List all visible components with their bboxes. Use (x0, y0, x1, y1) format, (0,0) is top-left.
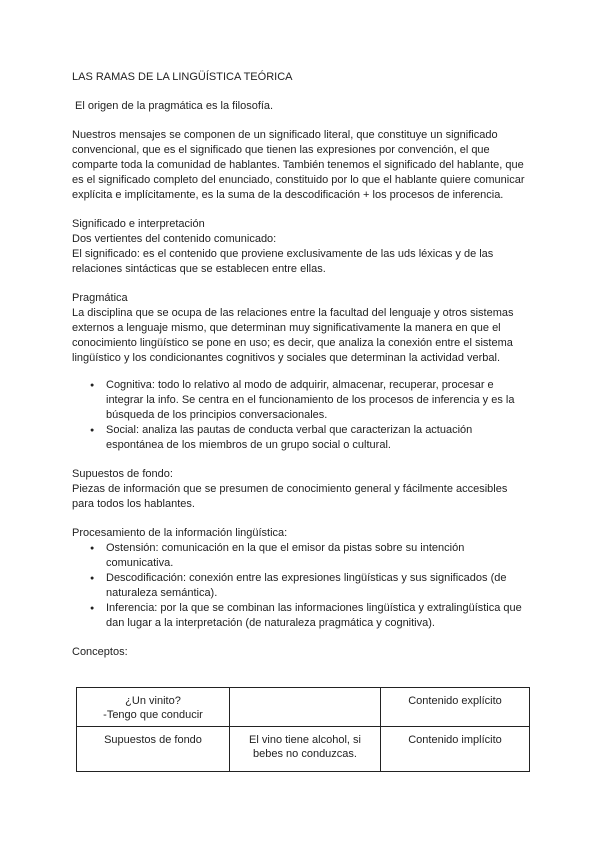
significado-heading: Significado e interpretación (72, 218, 205, 230)
table-cell: Contenido explícito (381, 688, 530, 727)
table-cell: Contenido implícito (381, 727, 530, 772)
list-item-ostension: ● Ostensión: comunicación en la que el emisor da pistas sobre su intención comunicativa. (72, 541, 532, 571)
pragmatica-heading: Pragmática (72, 292, 128, 304)
list-item-inferencia: ● Inferencia: por la que se combinan las informaciones lingüística y extralingüística que dan lugar a la interpretación (de naturaleza pragmática y cognitiva). (72, 601, 532, 631)
cell-text: -Tengo que conducir (103, 709, 203, 721)
conceptos-heading: Conceptos: (72, 646, 128, 658)
table-cell (230, 688, 381, 727)
intro-paragraph: Nuestros mensajes se componen de un significado literal, que constituye un significado convencional, que es el significado que tienen las expresiones por convención, el que comparte toda la comunidad de hablantes. También tenemos el significado del hablante, que es el significado completo del enunciado, constituido por lo que el hablante quiere comunicar explícita e implícitamente, es la suma de la descodificación + los procesos de inferencia. (72, 129, 525, 201)
table-cell (230, 727, 381, 772)
pragmatica-list (72, 378, 532, 453)
significado-line-1: Dos vertientes del contenido comunicado: (72, 233, 277, 245)
significado-section (72, 217, 532, 277)
cell-text: ¿Un vinito? (125, 695, 181, 707)
supuestos-paragraph: Piezas de información que se presumen de conocimiento general y fácilmente accesibles para todos los hablantes. (72, 483, 508, 510)
conceptos-table (76, 687, 530, 772)
table-row (77, 727, 530, 772)
procesamiento-section (72, 526, 532, 631)
pragmatica-section (72, 291, 532, 453)
supuestos-section (72, 467, 532, 512)
procesamiento-heading: Procesamiento de la información lingüística: (72, 527, 288, 539)
pragmatica-paragraph: La disciplina que se ocupa de las relaciones entre la facultad del lenguaje y otros sistemas externos a lenguaje mismo, que determinan muy significativamente la manera en que el conocimiento lingüístico se pone en uso; es decir, que analiza la conexión entre el sistema lingüístico y los condicionantes cognitivos y sociales que determinan la actividad verbal. (72, 307, 514, 364)
table-cell: Supuestos de fondo (77, 727, 230, 772)
table-cell (77, 688, 230, 727)
list-item-cognitiva: ● Cognitiva: todo lo relativo al modo de adquirir, almacenar, recuperar, procesar e integrar la info. Se centra en el funcionamiento de los procesos de inferencia y es la búsqueda de los principios conversacionales. (72, 378, 532, 423)
table-row (77, 688, 530, 727)
significado-line-2: El significado: es el contenido que proviene exclusivamente de las uds léxicas y de las relaciones sintácticas que se establecen entre ellas. (72, 248, 494, 275)
cell-text: El vino tiene alcohol, si (249, 734, 361, 746)
document-title: LAS RAMAS DE LA LINGÜÍSTICA TEÓRICA (72, 71, 293, 83)
list-item-social: ● Social: analiza las pautas de conducta verbal que caracterizan la actuación espontánea de los miembros de un grupo social o cultural. (72, 423, 532, 453)
cell-text: bebes no conduzcas. (253, 748, 357, 760)
supuestos-heading: Supuestos de fondo: (72, 468, 173, 480)
procesamiento-list (72, 541, 532, 631)
list-item-descodificacion: ● Descodificación: conexión entre las expresiones lingüísticas y sus significados (de naturaleza semántica). (72, 571, 532, 601)
origin-statement: El origen de la pragmática es la filosofía. (75, 100, 274, 112)
document-body (72, 70, 532, 660)
